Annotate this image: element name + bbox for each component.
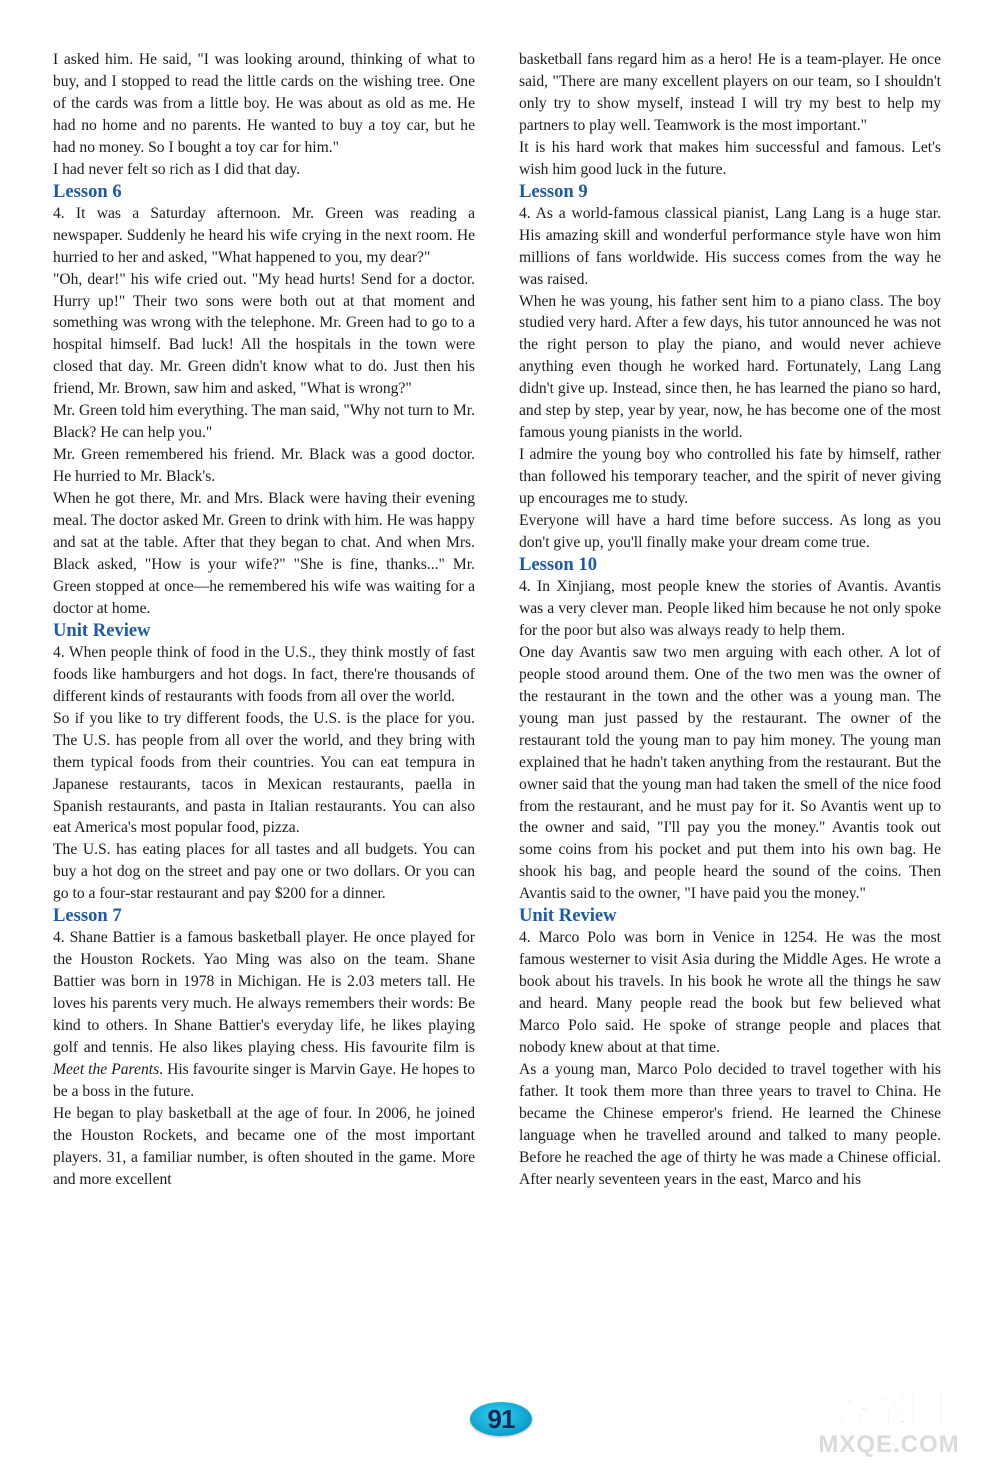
paragraph: Mr. Green remembered his friend. Mr. Black was a good doctor. He hurried to Mr. Black's. — [53, 446, 475, 486]
page-number: 91 — [487, 1403, 515, 1434]
paragraph: The U.S. has eating places for all tastes and all budgets. You can buy a hot dog on the street and pay one or two dollars. Or you can go to a four-star restaurant and pay $200 for a dinner. — [53, 841, 475, 903]
paragraph — [53, 927, 475, 1103]
paragraph-text: . His favourite singer is Marvin Gaye. He hopes to be a boss in the future. — [53, 1060, 475, 1100]
paragraph: basketball fans regard him as a hero! He is a team-player. He once said, "There are many excellent players on our team, so I shouldn't only try to show myself, instead I will try my best to help my partners to play well. Teamwork is the most important." — [519, 51, 941, 134]
right-column — [519, 49, 941, 1191]
paragraph: "Oh, dear!" his wife cried out. "My head hurts! Send for a doctor. Hurry up!" Their two sons were both out at that moment and something was wrong with the telephone. Mr. Green had to go to a hospital himself. Bad luck! All the hospitals in the town were closed that day. Mr. Green didn't know what to do. Just then his friend, Mr. Brown, saw him and asked, "What is wrong?" — [53, 270, 475, 398]
paragraph: 4. When people think of food in the U.S., they think mostly of fast foods like hamburgers and hot dogs. In fact, there're thousands of different kinds of restaurants with foods from all over the world. — [53, 643, 475, 705]
paragraph: When he was young, his father sent him to a piano class. The boy studied very hard. After a few days, his tutor announced he was not the right person to play the piano, and would never achieve anything even though he worked hard. Fortunately, Lang Lang didn't give up. Instead, since then, he has learned the piano so hard, and step by step, year by year, now, he has become one of the most famous young pianists in the world. — [519, 292, 941, 442]
paragraph-text: 4. Shane Battier is a famous basketball player. He once played for the Houston Rockets. Yao Ming was also on the team. Shane Battier was born in 1978 in Michigan. He is 2.03 meters tall. He loves his parents very much. He always remembers their words: Be kind to others. In Shane Battier's everyday life, he likes playing golf and tennis. He also likes playing chess. His favourite film is — [53, 929, 475, 1057]
watermark-logo — [797, 1378, 982, 1460]
page-number-badge — [470, 1402, 532, 1436]
paragraph: So if you like to try different foods, the U.S. is the place for you. The U.S. has people from all over the world, and they bring with them typical foods from their countries. You can eat tempura in Japanese restaurants, tacos in Mexican restaurants, paella in Spanish restaurants, and pasta in Italian restaurants. You can also eat America's most popular food, pizza. — [53, 709, 475, 837]
paragraph: As a young man, Marco Polo decided to travel together with his father. It took them more than three years to travel to China. He became the Chinese emperor's friend. He learned the Chinese language when he travelled around and talked to many people. Before he reached the age of thirty he was made a Chinese official. After nearly seventeen years in the east, Marco and his — [519, 1060, 941, 1188]
paragraph: I had never felt so rich as I did that day. — [53, 160, 301, 178]
paragraph: Everyone will have a hard time before success. As long as you don't give up, you'll finally make your dream come true. — [519, 512, 941, 552]
section-heading-lesson-7: Lesson 7 — [53, 905, 122, 927]
paragraph: 4. In Xinjiang, most people knew the stories of Avantis. Avantis was a very clever man. People liked him because he not only spoke for the poor but also was always ready to help them. — [519, 577, 941, 639]
left-column — [53, 49, 475, 1191]
paragraph: 4. It was a Saturday afternoon. Mr. Green was reading a newspaper. Suddenly he heard his wife crying in the next room. He hurried to her and asked, "What happened to you, my dear?" — [53, 204, 475, 266]
paragraph: One day Avantis saw two men arguing with each other. A lot of people stood around them. One of the two men was the owner of the restaurant in the town and the other was a young man. The young man just passed by the restaurant. The owner of the restaurant told the young man to pay him money. The young man explained that he hadn't taken anything from the restaurant. But the owner said that the young man had taken the smell of the nice food from the restaurant, and he must pay for it. So Avantis went up to the owner and said, "I'll pay you the money." Avantis took out some coins from his pocket and put them into his own bag. He shook his bag, and people heard the sound of the coins. Then Avantis said to the owner, "I have paid you the money." — [519, 643, 941, 903]
watermark-url: MXQE.COM — [818, 1431, 960, 1458]
paragraph: Mr. Green told him everything. The man said, "Why not turn to Mr. Black? He can help you." — [53, 402, 475, 442]
film-title: Meet the Parents — [53, 1060, 160, 1078]
section-heading-lesson-9: Lesson 9 — [519, 180, 588, 202]
paragraph: It is his hard work that makes him successful and famous. Let's wish him good luck in the future. — [519, 138, 941, 178]
section-heading-unit-review: Unit Review — [519, 905, 617, 927]
paragraph: When he got there, Mr. and Mrs. Black were having their evening meal. The doctor asked Mr. Green to drink with him. He was happy and sat at the table. After that they began to chat. And when Mrs. Black asked, "How is your wife?" "She is fine, thanks..." Mr. Green stopped at once—he remembered his wife was waiting for a doctor at home. — [53, 490, 475, 617]
paragraph: 4. Marco Polo was born in Venice in 1254. He was the most famous westerner to visit Asia during the Middle Ages. He wrote a book about his travels. In his book he wrote all the things he saw and heard. Many people read the book but few believed what Marco Polo said. He spoke of strange people and places that nobody knew about at that time. — [519, 929, 941, 1057]
paragraph: I admire the young boy who controlled his fate by himself, rather than followed his temporary teacher, and the spirit of never giving up encourages me to study. — [519, 446, 941, 508]
paragraph: I asked him. He said, "I was looking around, thinking of what to buy, and I stopped to read the little cards on the wishing tree. One of the cards was from a little boy. He was about as old as me. He had no home and no parents. He wanted to buy a toy car, but he had no money. So I bought a toy car for him." — [53, 51, 475, 156]
paragraph: 4. As a world-famous classical pianist, Lang Lang is a huge star. His amazing skill and wonderful performance style have won him millions of fans worldwide. His success comes from the way he was raised. — [519, 204, 941, 288]
section-heading-lesson-10: Lesson 10 — [519, 553, 598, 575]
section-heading-unit-review: Unit Review — [53, 619, 151, 641]
watermark-chars: 答案圈 — [831, 1387, 947, 1431]
paragraph: He began to play basketball at the age of four. In 2006, he joined the Houston Rockets, and became one of the most important players. 31, a familiar number, is often shouted in the game. More and more excellent — [53, 1104, 475, 1188]
section-heading-lesson-6: Lesson 6 — [53, 180, 122, 202]
